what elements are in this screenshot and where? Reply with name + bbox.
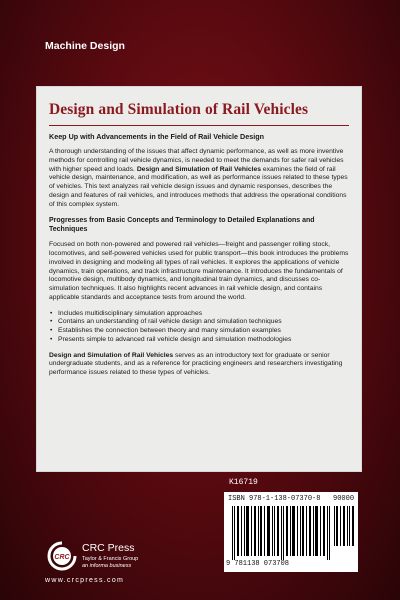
section-heading: Progresses from Basic Concepts and Terminology to Detailed Explanations and Techniques (49, 217, 315, 234)
list-item: • Contains an understanding of rail vehicle design and simulation techniques (58, 318, 349, 327)
barcode-area (224, 492, 358, 572)
crc-logo-icon (46, 541, 78, 571)
list-item: • Includes multidisciplinary simulation approaches (58, 310, 349, 319)
product-code: K16719 (229, 478, 258, 487)
intro-paragraph: A thorough understanding of the issues that affect dynamic performance, as well as more inventive methods for controlling rail vehicle dynamics, is needed to meet the demands for safer rail vehicles with higher speed and loads. Design and Simulation of Rail Vehicles examines the field of rail vehicle design, maintenance, and modification, as well as performance issues related to these types of vehicles. This text analyzes rail vehicle design issues and dynamic responses, describes the design and features of rail vehicles, and introduces methods that address the operational conditions of this complex system. (49, 148, 348, 208)
list-item: • Establishes the connection between theory and many simulation examples (58, 327, 349, 336)
description-panel (36, 86, 362, 472)
publisher-website: www.crcpress.com (45, 577, 125, 584)
book-title: Design and Simulation of Rail Vehicles (49, 101, 309, 118)
publisher-name: CRC Press (82, 542, 135, 554)
subtitle: Keep Up with Advancements in the Field of Rail Vehicle Design (49, 132, 265, 141)
title-rule (49, 125, 349, 126)
closing-paragraph: Design and Simulation of Rail Vehicles serves as an introductory text for graduate or senior undergraduate students, and as a reference for practicing engineers and researchers investigating performance issues related to these types of vehicles. (49, 351, 343, 376)
svg-text:CRC: CRC (54, 554, 70, 561)
barcode-number: 9 781138 073708 (226, 560, 290, 568)
body-paragraph: Focused on both non-powered and powered rail vehicles—freight and passenger rolling stock, locomotives, and self-powered vehicles used for public transport—this book introduces the problems involved in designing and modeling all types of rail vehicles. It explores the applications of vehicle dynamics, train operations, and track infrastructure maintenance. It introduces the fundamentals of locomotive design, multibody dynamics, and longitudinal train dynamics, and discusses co-simulation techniques. It also highlights recent advances in rail vehicle design, and contains applicable standards and acceptance tests from around the world. (49, 241, 349, 301)
barcode-icon (224, 504, 358, 560)
publisher-tagline: an informa business (82, 563, 132, 569)
isbn-text: ISBN 978-1-138-07370-8 90000 (228, 495, 355, 503)
series-label: Machine Design (45, 40, 125, 52)
feature-list (49, 310, 349, 345)
publisher-group: Taylor & Francis Group (82, 556, 139, 562)
list-item: • Presents simple to advanced rail vehicle design and simulation methodologies (58, 336, 349, 345)
